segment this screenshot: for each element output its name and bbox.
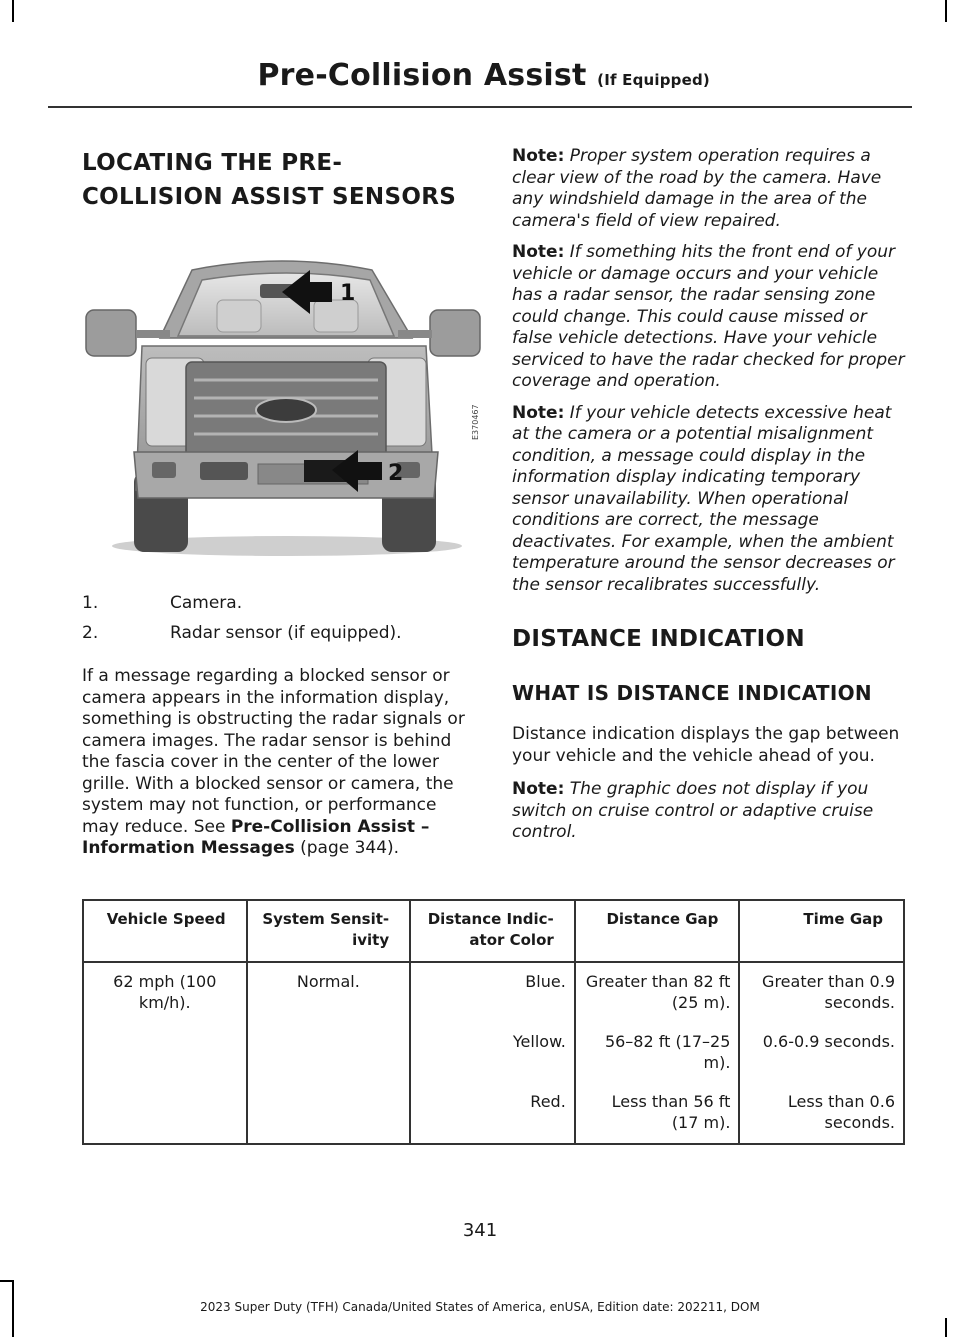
- heading-line-1: LOCATING THE PRE-: [82, 150, 343, 176]
- note-label: Note:: [512, 779, 565, 799]
- note-text: The graphic does not display if you switch on cruise control or adaptive cruise control.: [512, 779, 874, 842]
- col-header-system-sensitivity: System Sensit-ivity: [247, 900, 411, 962]
- image-code: E370467: [471, 404, 480, 440]
- crop-mark: [12, 0, 14, 22]
- note-graphic: [512, 779, 910, 844]
- section-heading-sensors: [82, 146, 477, 214]
- distance-description: Distance indication displays the gap between your vehicle and the vehicle ahead of you.: [512, 724, 900, 766]
- table-row: [83, 962, 904, 1023]
- page-header-title: [257, 58, 710, 93]
- heading-line-2: COLLISION ASSIST SENSORS: [82, 184, 457, 210]
- note-label: Note:: [512, 146, 565, 166]
- list-item-text: Radar sensor (if equipped).: [170, 623, 402, 643]
- note-text: Proper system operation requires a clear view of the road by the camera. Have any windshield damage in the area of the camera's field of view repaired.: [512, 146, 882, 231]
- footer-edition: 2023 Super Duty (TFH) Canada/United States of America, enUSA, Edition date: 202211, DOM: [200, 1300, 760, 1314]
- truck-front-illustration: [82, 240, 482, 558]
- cell-color: Red.: [410, 1083, 575, 1144]
- cell-color: Yellow.: [410, 1023, 575, 1083]
- crop-mark: [0, 1280, 14, 1282]
- header-divider: [48, 106, 912, 108]
- note-camera-view: [512, 146, 910, 232]
- list-item-number: 2.: [82, 623, 99, 643]
- callout-2: 2: [388, 461, 404, 486]
- list-item-number: 1.: [82, 593, 99, 613]
- cell-gap: Greater than 82 ft (25 m).: [575, 962, 740, 1023]
- cell-vehicle-speed: 62 mph (100 km/h).: [83, 962, 247, 1144]
- callout-1: 1: [340, 281, 356, 306]
- list-item-text: Camera.: [170, 593, 243, 613]
- cell-time: Greater than 0.9 seconds.: [739, 962, 904, 1023]
- note-label: Note:: [512, 402, 565, 423]
- cell-time: 0.6-0.9 seconds.: [739, 1023, 904, 1083]
- subheading-what-is-distance: WHAT IS DISTANCE INDICATION: [512, 681, 872, 705]
- left-column-heading: [82, 146, 477, 214]
- callout-legend-list: [82, 593, 477, 653]
- distance-indication-table: [82, 899, 905, 1145]
- list-item: [82, 593, 477, 614]
- note-text: If your vehicle detects excessive heat at the camera or a potential misalignment condition, a message could display in the information display indicating temporary sensor unavailability. When operational conditions are correct, the message deactivates. For example, when the ambient temperature around the sensor decreases or the sensor recalibrates successfully.: [512, 402, 895, 595]
- paragraph-text: If a message regarding a blocked sensor or camera appears in the information display, something is obstructing the radar signals or camera images. The radar sensor is behind the fascia cover in the center of the lower grille. With a blocked sensor or camera, the system may not function, or performance may reduce. See: [82, 666, 465, 837]
- crop-mark: [945, 1318, 947, 1337]
- page-reference: (page 344).: [294, 838, 400, 858]
- col-header-distance-gap: Distance Gap: [575, 900, 740, 962]
- truck-illustration-svg: [82, 240, 482, 558]
- list-item: [82, 623, 477, 644]
- col-header-vehicle-speed: Vehicle Speed: [83, 900, 247, 962]
- note-radar-damage: [512, 242, 910, 393]
- cell-time: Less than 0.6 seconds.: [739, 1083, 904, 1144]
- note-excessive-heat: [512, 403, 910, 597]
- note-label: Note:: [512, 242, 565, 262]
- info-messages-link[interactable]: Pre-Collision Assist – Information Messages: [82, 816, 430, 858]
- col-header-time-gap: Time Gap: [739, 900, 904, 962]
- cell-sensitivity: Normal.: [247, 962, 411, 1144]
- col-header-indicator-color: Distance Indic-ator Color: [410, 900, 575, 962]
- header-title-text: Pre-Collision Assist: [257, 58, 587, 93]
- right-column: [512, 146, 910, 854]
- section-heading-distance: DISTANCE INDICATION: [512, 626, 805, 652]
- header-subtitle: (If Equipped): [597, 71, 710, 89]
- cell-gap: Less than 56 ft (17 m).: [575, 1083, 740, 1144]
- table-header-row: [83, 900, 904, 962]
- cell-gap: 56–82 ft (17–25 m).: [575, 1023, 740, 1083]
- cell-color: Blue.: [410, 962, 575, 1023]
- blocked-sensor-paragraph: [82, 666, 477, 860]
- crop-mark: [945, 0, 947, 22]
- note-text: If something hits the front end of your vehicle or damage occurs and your vehicle has a radar sensor, the radar sensing zone could change. This could cause missed or false vehicle detections. Have your vehicle serviced to have the radar checked for proper coverage and operation.: [512, 242, 905, 391]
- page-number: 341: [462, 1220, 498, 1241]
